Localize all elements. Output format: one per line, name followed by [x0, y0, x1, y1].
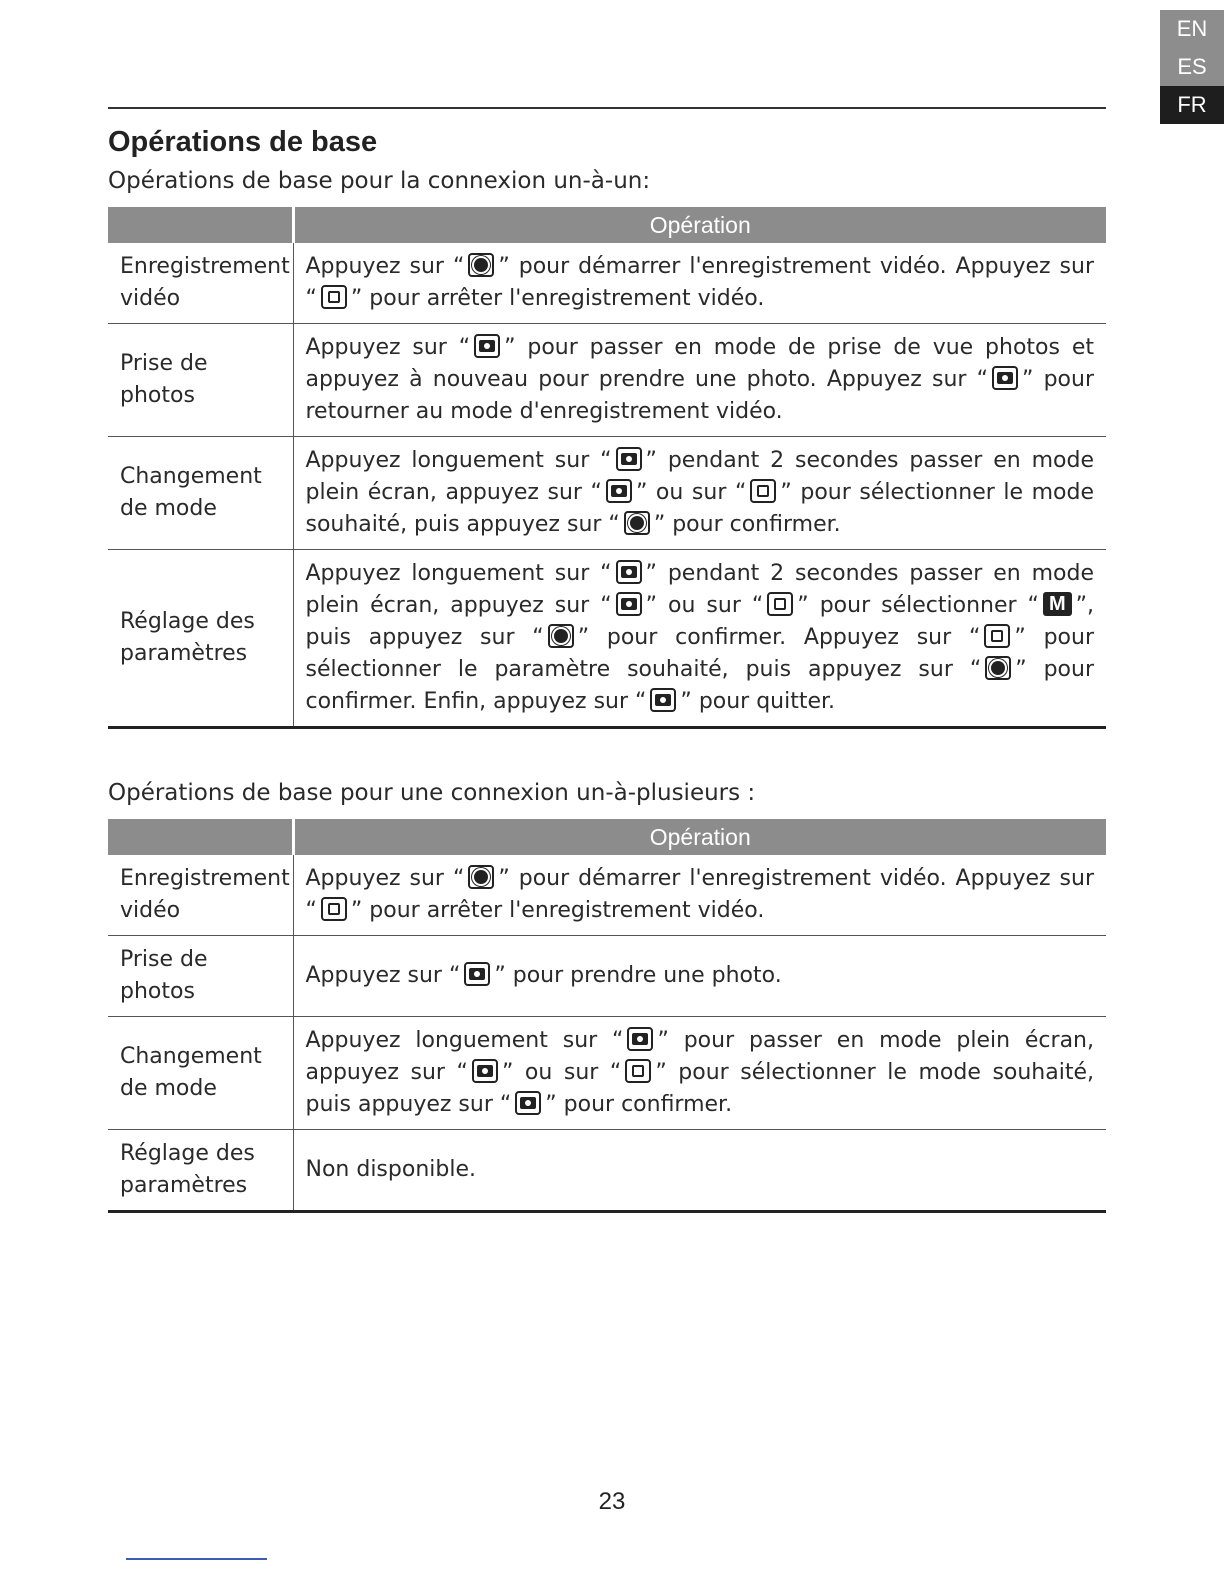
- section1-intro: Opérations de base pour la connexion un-à-un:: [108, 168, 651, 194]
- stop-button-icon: [625, 1059, 651, 1083]
- table-row: [108, 550, 1106, 728]
- row-label: Changement de mode: [108, 437, 293, 550]
- row-description: Appuyez longuement sur “ ” pour passer en mode plein écran, appuyez sur “ ” ou sur “ ” pour sélectionner le mode souhaité, puis appuyez sur “ ” pour confirmer.: [293, 1017, 1106, 1130]
- table-row: [108, 324, 1106, 437]
- language-tab-en[interactable]: EN: [1160, 10, 1224, 48]
- table-row: [108, 1017, 1106, 1130]
- row-description: Non disponible.: [293, 1130, 1106, 1212]
- camera-button-icon: [650, 688, 676, 712]
- table-row: [108, 437, 1106, 550]
- stop-button-icon: [321, 285, 347, 309]
- camera-button-icon: [616, 592, 642, 616]
- operations-table-one-to-one: [108, 207, 1106, 729]
- table-row: [108, 243, 1106, 324]
- table-row: [108, 936, 1106, 1017]
- record-button-icon: [468, 865, 494, 889]
- language-tab-fr[interactable]: FR: [1160, 86, 1224, 124]
- camera-button-icon: [992, 366, 1018, 390]
- row-label: Prise de photos: [108, 936, 293, 1017]
- row-description: Appuyez sur “ ” pour passer en mode de prise de vue photos et appuyez à nouveau pour prendre une photo. Appuyez sur “ ” pour retourner au mode d'enregistrement vidéo.: [293, 324, 1106, 437]
- camera-button-icon: [472, 1059, 498, 1083]
- camera-button-icon: [464, 962, 490, 986]
- language-tabs: [1160, 10, 1224, 124]
- header-blank-cell: [108, 207, 293, 243]
- stop-button-icon: [767, 592, 793, 616]
- camera-button-icon: [515, 1091, 541, 1115]
- row-label: Réglage des paramètres: [108, 1130, 293, 1212]
- page-title: Opérations de base: [108, 126, 378, 158]
- camera-button-icon: [474, 334, 500, 358]
- table-row: [108, 1130, 1106, 1212]
- record-button-icon: [985, 656, 1011, 680]
- row-description: Appuyez longuement sur “ ” pendant 2 secondes passer en mode plein écran, appuyez sur “ ” ou sur “ ” pour sélectionner “ M ”, puis appuyez sur “ ” pour confirmer. Appuyez sur “ ” pour sélectionner le paramètre souhaité, puis appuyez sur “ ” pour confirmer. Enfin, appuyez sur “ ” pour quitter.: [293, 550, 1106, 728]
- operation-header: Opération: [293, 207, 1106, 243]
- camera-button-icon: [627, 1027, 653, 1051]
- page-number: 23: [598, 1488, 626, 1515]
- operations-table-one-to-many: [108, 819, 1106, 1213]
- operation-header: Opération: [293, 819, 1106, 855]
- record-button-icon: [468, 253, 494, 277]
- language-tab-es[interactable]: ES: [1160, 48, 1224, 86]
- record-button-icon: [548, 624, 574, 648]
- stop-button-icon: [321, 897, 347, 921]
- header-blank-cell: [108, 819, 293, 855]
- row-description: Appuyez sur “ ” pour démarrer l'enregistrement vidéo. Appuyez sur “ ” pour arrêter l'enregistrement vidéo.: [293, 243, 1106, 324]
- row-label: Enregistrement vidéo: [108, 855, 293, 936]
- footer-line: [126, 1558, 267, 1560]
- row-description: Appuyez sur “ ” pour prendre une photo.: [293, 936, 1106, 1017]
- table-row: [108, 855, 1106, 936]
- stop-button-icon: [750, 479, 776, 503]
- row-label: Prise de photos: [108, 324, 293, 437]
- row-description: Appuyez longuement sur “ ” pendant 2 secondes passer en mode plein écran, appuyez sur “ ” ou sur “ ” pour sélectionner le mode souhaité, puis appuyez sur “ ” pour confirmer.: [293, 437, 1106, 550]
- row-label: Réglage des paramètres: [108, 550, 293, 728]
- camera-button-icon: [606, 479, 632, 503]
- menu-mode-icon: M: [1043, 592, 1072, 616]
- row-description: Appuyez sur “ ” pour démarrer l'enregistrement vidéo. Appuyez sur “ ” pour arrêter l'enregistrement vidéo.: [293, 855, 1106, 936]
- camera-button-icon: [616, 447, 642, 471]
- section2-intro: Opérations de base pour une connexion un-à-plusieurs :: [108, 780, 756, 806]
- row-label: Changement de mode: [108, 1017, 293, 1130]
- stop-button-icon: [984, 624, 1010, 648]
- camera-button-icon: [616, 560, 642, 584]
- row-label: Enregistrement vidéo: [108, 243, 293, 324]
- header-divider: [108, 107, 1106, 109]
- record-button-icon: [624, 511, 650, 535]
